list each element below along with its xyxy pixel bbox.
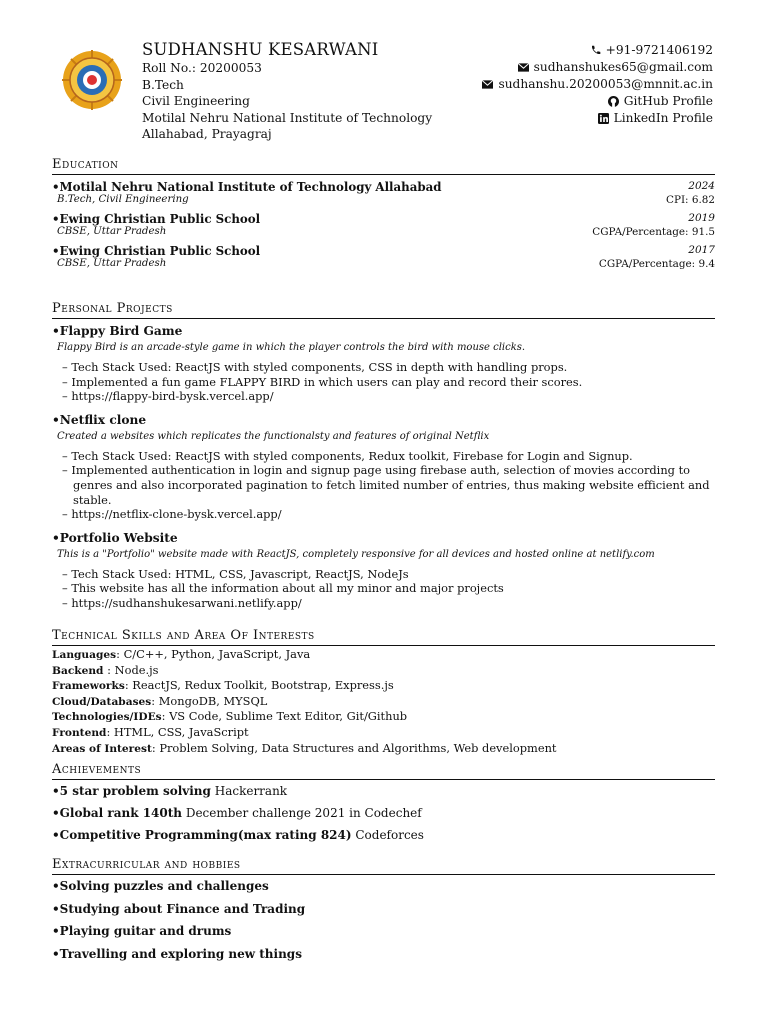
extracurricular-section xyxy=(52,857,715,965)
header-info xyxy=(142,40,432,143)
email-institute: sudhanshu.20200053@mnnit.ac.in xyxy=(498,77,713,91)
degree: B.Tech xyxy=(142,77,184,92)
extracurricular-title: Extracurricular and hobbies xyxy=(52,857,715,875)
skill-value: VS Code, Sublime Text Editor, Git/Github xyxy=(169,709,408,724)
edu-detail: CBSE, Uttar Pradesh xyxy=(57,226,167,237)
skill-value: C/C++, Python, JavaScript, Java xyxy=(123,647,311,661)
list-item: – This website has all the information about all my minor and major projects xyxy=(62,581,715,596)
candidate-name: SUDHANSHU KESARWANI xyxy=(142,40,379,59)
project-points xyxy=(52,567,715,611)
project-points xyxy=(52,449,715,522)
project-description: Flappy Bird is an arcade-style game in which the player controls the bird with mouse clicks. xyxy=(57,342,526,353)
skills-list xyxy=(52,647,715,756)
list-item: •5 star problem solving Hackerrank xyxy=(52,784,288,798)
skill-value: Node.js xyxy=(114,662,159,677)
github-link[interactable] xyxy=(482,93,713,110)
hobbies-list xyxy=(52,875,715,965)
skill-label: Cloud/Databases xyxy=(52,695,152,708)
edu-score: CGPA/Percentage: 91.5 xyxy=(592,226,715,238)
contact-info xyxy=(482,42,713,127)
achievements-title: Achievements xyxy=(52,762,715,780)
phone-row[interactable] xyxy=(482,42,713,59)
projects-title: Personal Projects xyxy=(52,301,715,319)
education-entry xyxy=(52,244,715,270)
list-item: – Tech Stack Used: ReactJS with styled components, Redux toolkit, Firebase for Login and Signup. xyxy=(62,449,715,464)
edu-detail: CBSE, Uttar Pradesh xyxy=(57,258,167,269)
skill-label: Frontend xyxy=(52,726,107,739)
phone-icon xyxy=(590,45,601,56)
github-icon xyxy=(608,96,619,107)
list-item: •Travelling and exploring new things xyxy=(52,946,302,961)
skill-row: Backend : Node.js xyxy=(52,662,159,677)
list-item: •Competitive Programming(max rating 824) Codeforces xyxy=(52,828,424,842)
skill-value: ReactJS, Redux Toolkit, Bootstrap, Express.js xyxy=(132,678,394,693)
project-entry xyxy=(52,531,715,611)
project-entry xyxy=(52,413,715,522)
project-name: •Netflix clone xyxy=(52,412,147,427)
institute-logo-icon xyxy=(61,49,123,111)
skill-row: Frameworks: ReactJS, Redux Toolkit, Bootstrap, Express.js xyxy=(52,678,394,693)
institute-name: Motilal Nehru National Institute of Technology xyxy=(142,110,433,125)
edu-detail: B.Tech, Civil Engineering xyxy=(57,194,189,205)
envelope-icon xyxy=(518,62,529,73)
list-item: – Implemented authentication in login and signup page using firebase auth, selection of movies according to genres and also incorporated pagination to fetch limited number of entries, thus making website efficient and stable. xyxy=(62,463,715,507)
project-name: •Flappy Bird Game xyxy=(52,324,183,338)
list-item: – Tech Stack Used: HTML, CSS, Javascript, ReactJS, NodeJs xyxy=(62,567,715,582)
edu-year: 2019 xyxy=(688,212,715,224)
list-item: •Global rank 140th December challenge 2021 in Codechef xyxy=(52,806,422,820)
project-link[interactable]: – https://netflix-clone-bysk.vercel.app/ xyxy=(62,507,715,522)
skills-section xyxy=(52,628,715,756)
edu-year: 2017 xyxy=(688,244,715,256)
education-title: Education xyxy=(52,157,715,175)
project-link[interactable]: – https://flappy-bird-bysk.vercel.app/ xyxy=(62,389,715,404)
skill-row: Languages: C/C++, Python, JavaScript, Java xyxy=(52,647,311,661)
list-item: – Implemented a fun game FLAPPY BIRD in which users can play and record their scores. xyxy=(62,375,715,390)
branch: Civil Engineering xyxy=(142,94,250,109)
project-link[interactable]: – https://sudhanshukesarwani.netlify.app/ xyxy=(62,596,715,611)
project-points xyxy=(52,360,715,404)
phone-number: +91-9721406192 xyxy=(605,43,713,57)
project-entry xyxy=(52,324,715,404)
city: Allahabad, Prayagraj xyxy=(142,127,272,142)
skill-row: Frontend: HTML, CSS, JavaScript xyxy=(52,724,249,739)
linkedin-label: LinkedIn Profile xyxy=(613,111,713,125)
list-item: – Tech Stack Used: ReactJS with styled components, CSS in depth with handling props. xyxy=(62,360,715,375)
education-entry xyxy=(52,212,715,238)
achievements-section xyxy=(52,762,715,846)
school-name: •Ewing Christian Public School xyxy=(52,244,261,258)
school-name: •Motilal Nehru National Institute of Technology Allahabad xyxy=(52,180,442,194)
list-item: •Solving puzzles and challenges xyxy=(52,879,269,893)
envelope-icon xyxy=(482,79,493,90)
edu-year: 2024 xyxy=(688,180,715,192)
project-description: Created a websites which replicates the functionalsty and features of original Netflix xyxy=(57,430,490,442)
roll-number: Roll No.: 20200053 xyxy=(142,61,262,75)
school-name: •Ewing Christian Public School xyxy=(52,212,261,226)
skill-label: Frameworks xyxy=(52,680,125,693)
skill-label: Backend xyxy=(52,664,108,677)
skill-row: Technologies/IDEs: VS Code, Sublime Text Editor, Git/Github xyxy=(52,709,408,724)
project-name: •Portfolio Website xyxy=(52,530,178,545)
skill-row: Areas of Interest: Problem Solving, Data Structures and Algorithms, Web development xyxy=(52,740,557,755)
education-section xyxy=(52,157,715,270)
email-row-personal[interactable] xyxy=(482,59,713,76)
projects-section xyxy=(52,301,715,611)
skill-label: Languages xyxy=(52,649,117,661)
project-description: This is a "Portfolio" website made with ReactJS, completely responsive for all devices and hosted online at netlify.com xyxy=(57,548,655,560)
edu-score: CGPA/Percentage: 9.4 xyxy=(598,258,715,270)
skill-value: Problem Solving, Data Structures and Algorithms, Web development xyxy=(159,740,557,755)
skill-label: Technologies/IDEs xyxy=(52,711,162,724)
skills-title: Technical Skills and Area Of Interests xyxy=(52,628,715,646)
skill-row: Cloud/Databases: MongoDB, MYSQL xyxy=(52,693,268,708)
email-personal: sudhanshukes65@gmail.com xyxy=(533,60,713,74)
email-row-institute[interactable] xyxy=(482,76,713,93)
linkedin-icon xyxy=(598,113,609,124)
achievements-list xyxy=(52,780,715,846)
edu-score: CPI: 6.82 xyxy=(666,194,715,206)
github-label: GitHub Profile xyxy=(623,94,713,108)
skill-value: HTML, CSS, JavaScript xyxy=(113,724,249,739)
list-item: •Playing guitar and drums xyxy=(52,924,232,938)
list-item: •Studying about Finance and Trading xyxy=(52,901,306,916)
skill-label: Areas of Interest xyxy=(52,742,152,755)
education-entry xyxy=(52,180,715,206)
skill-value: MongoDB, MYSQL xyxy=(158,693,268,708)
linkedin-link[interactable] xyxy=(482,110,713,127)
